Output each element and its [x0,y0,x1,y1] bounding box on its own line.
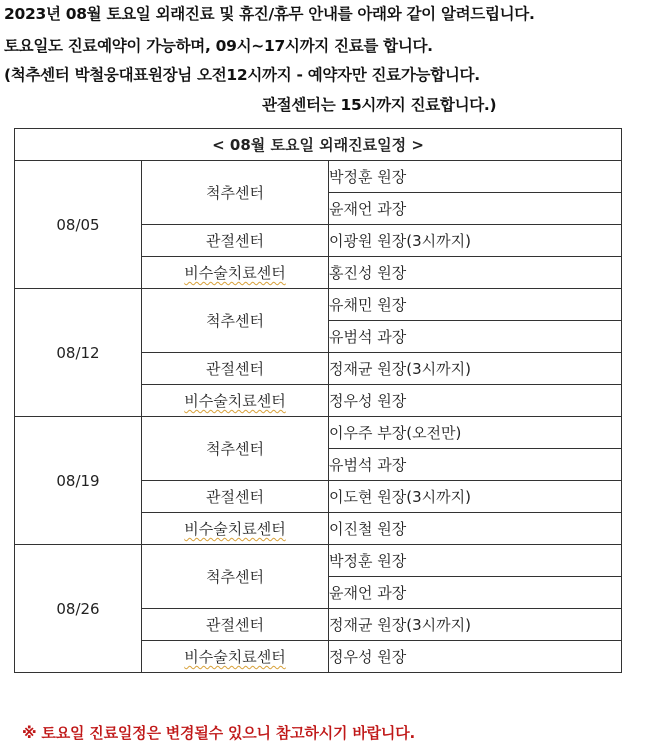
doctor-cell [329,481,622,513]
doctor-cell [329,321,622,353]
doctor-cell [329,257,622,289]
date-cell: 08/12 [15,289,142,417]
doctor-name: 유범석 과장 [329,328,407,346]
center-cell [142,225,329,257]
doctor-cell [329,545,622,577]
title-row [15,129,622,161]
doctor-name: 유채민 원장 [329,296,407,314]
intro-line-4: 관절센터는 15시까지 진료합니다.) [262,96,497,114]
doctor-name: 정우성 원장 [329,392,407,410]
center-name: 척추센터 [206,568,264,586]
doctor-cell [329,193,622,225]
schedule-row [15,161,622,193]
doctor-cell [329,641,622,673]
footnote: ※ 토요일 진료일정은 변경될수 있으니 참고하시기 바랍니다. [22,724,415,742]
center-cell [142,385,329,417]
center-name: 관절센터 [206,616,264,634]
doctor-cell [329,385,622,417]
schedule-row [15,417,622,449]
doctor-name: 윤재언 과장 [329,584,407,602]
center-name: 관절센터 [206,488,264,506]
center-name: 비수술치료센터 [184,520,286,538]
schedule-table [14,128,622,673]
schedule-row [15,545,622,577]
schedule-title: < 08월 토요일 외래진료일정 > [15,129,622,161]
doctor-cell [329,449,622,481]
doctor-name: 정재균 원장(3시까지) [329,360,471,378]
doctor-cell [329,577,622,609]
center-cell [142,513,329,545]
center-name: 관절센터 [206,232,264,250]
center-name: 비수술치료센터 [184,648,286,666]
doctor-cell [329,609,622,641]
center-name: 척추센터 [206,184,264,202]
doctor-cell [329,353,622,385]
doctor-name: 이우주 부장(오전만) [329,424,462,442]
doctor-cell [329,513,622,545]
schedule-row [15,289,622,321]
doctor-cell [329,161,622,193]
intro-line-1: 2023년 08월 토요일 외래진료 및 휴진/휴무 안내를 아래와 같이 알려드립니다. [4,5,535,23]
center-cell [142,609,329,641]
center-cell [142,545,329,609]
schedule-body [15,129,622,673]
doctor-name: 유범석 과장 [329,456,407,474]
doctor-name: 이도현 원장(3시까지) [329,488,471,506]
center-cell [142,257,329,289]
center-name: 비수술치료센터 [184,392,286,410]
doctor-cell [329,417,622,449]
center-name: 척추센터 [206,312,264,330]
doctor-name: 홍진성 원장 [329,264,407,282]
doctor-cell [329,289,622,321]
center-cell [142,417,329,481]
center-cell [142,481,329,513]
date-cell: 08/26 [15,545,142,673]
date-cell: 08/05 [15,161,142,289]
center-name: 관절센터 [206,360,264,378]
center-cell [142,641,329,673]
intro-line-2: 토요일도 진료예약이 가능하며, 09시~17시까지 진료를 합니다. [4,37,433,55]
doctor-name: 정우성 원장 [329,648,407,666]
center-name: 비수술치료센터 [184,264,286,282]
center-cell [142,353,329,385]
intro-line-3: (척추센터 박철웅대표원장님 오전12시까지 - 예약자만 진료가능합니다. [4,66,480,84]
date-cell: 08/19 [15,417,142,545]
doctor-name: 정재균 원장(3시까지) [329,616,471,634]
doctor-name: 박정훈 원장 [329,552,407,570]
doctor-name: 이광원 원장(3시까지) [329,232,471,250]
doctor-name: 이진철 원장 [329,520,407,538]
center-cell [142,289,329,353]
doctor-cell [329,225,622,257]
doctor-name: 박정훈 원장 [329,168,407,186]
doctor-name: 윤재언 과장 [329,200,407,218]
center-cell [142,161,329,225]
center-name: 척추센터 [206,440,264,458]
